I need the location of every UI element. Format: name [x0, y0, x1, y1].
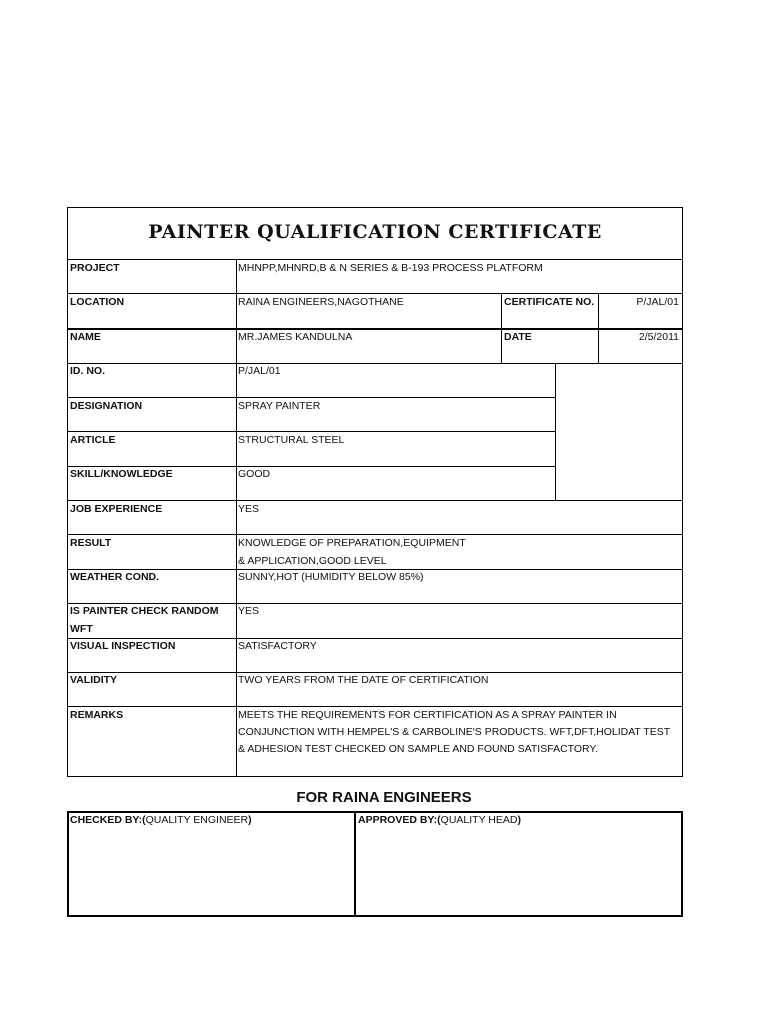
value-result-line1: KNOWLEDGE OF PREPARATION,EQUIPMENT — [238, 537, 466, 549]
border-top — [67, 207, 683, 208]
row-divider — [67, 363, 683, 364]
value-remarks-line1: MEETS THE REQUIREMENTS FOR CERTIFICATION AS A SPRAY PAINTER IN — [238, 709, 617, 721]
approved-by-label: APPROVED BY:(QUALITY HEAD) — [358, 814, 521, 826]
sign-border-left — [67, 811, 69, 917]
row-divider — [67, 328, 683, 330]
value-date: 2/5/2011 — [638, 331, 679, 343]
label-random-wft-line1: IS PAINTER CHECK RANDOM — [70, 605, 219, 617]
label-result: RESULT — [70, 537, 112, 549]
label-name: NAME — [70, 331, 101, 343]
value-location: RAINA ENGINEERS,NAGOTHANE — [238, 296, 404, 308]
label-visual-inspection: VISUAL INSPECTION — [70, 640, 176, 652]
value-remarks-line3: & ADHESION TEST CHECKED ON SAMPLE AND FOUND SATISFACTORY. — [238, 743, 599, 755]
label-article: ARTICLE — [70, 434, 116, 446]
certificate-table — [67, 207, 683, 777]
value-certificate-no: P/JAL/01 — [636, 296, 679, 308]
value-project: MHNPP,MHNRD,B & N SERIES & B-193 PROCESS PLATFORM — [238, 262, 543, 274]
col-divider — [598, 293, 599, 364]
sign-divider — [354, 811, 356, 917]
col-divider — [555, 363, 556, 501]
sign-border-bottom — [67, 915, 683, 917]
label-date: DATE — [504, 331, 532, 343]
value-result-line2: & APPLICATION,GOOD LEVEL — [238, 555, 387, 567]
value-article: STRUCTURAL STEEL — [238, 434, 345, 446]
label-project: PROJECT — [70, 262, 120, 274]
value-skill: GOOD — [238, 468, 271, 480]
for-company-label: FOR RAINA ENGINEERS — [296, 789, 472, 806]
value-validity: TWO YEARS FROM THE DATE OF CERTIFICATION — [238, 674, 489, 686]
value-visual-inspection: SATISFACTORY — [238, 640, 317, 652]
label-remarks: REMARKS — [70, 709, 124, 721]
label-id-no: ID. NO. — [70, 365, 106, 377]
sign-border-right — [681, 811, 683, 917]
border-bottom — [67, 776, 683, 777]
label-certificate-no: CERTIFICATE NO. — [504, 296, 595, 308]
value-weather: SUNNY,HOT (HUMIDITY BELOW 85%) — [238, 571, 424, 583]
certificate-title: PAINTER QUALIFICATION CERTIFICATE — [148, 221, 602, 243]
value-name: MR.JAMES KANDULNA — [238, 331, 353, 343]
label-validity: VALIDITY — [70, 674, 118, 686]
label-skill: SKILL/KNOWLEDGE — [70, 468, 173, 480]
label-random-wft-line2: WFT — [70, 623, 93, 635]
label-job-experience: JOB EXPERIENCE — [70, 503, 163, 515]
value-job-experience: YES — [238, 503, 260, 515]
sign-border-top — [67, 811, 683, 813]
label-location: LOCATION — [70, 296, 125, 308]
col-divider — [236, 259, 237, 777]
value-remarks-line2: CONJUNCTION WITH HEMPEL'S & CARBOLINE'S PRODUCTS. WFT,DFT,HOLIDAT TEST — [238, 726, 671, 738]
value-designation: SPRAY PAINTER — [238, 400, 321, 412]
checked-by-label: CHECKED BY:(QUALITY ENGINEER) — [70, 814, 252, 826]
col-divider — [501, 293, 502, 364]
value-random-wft: YES — [238, 605, 260, 617]
value-id-no: P/JAL/01 — [238, 365, 281, 377]
signature-table — [67, 811, 683, 917]
label-designation: DESIGNATION — [70, 400, 143, 412]
label-weather: WEATHER COND. — [70, 571, 160, 583]
